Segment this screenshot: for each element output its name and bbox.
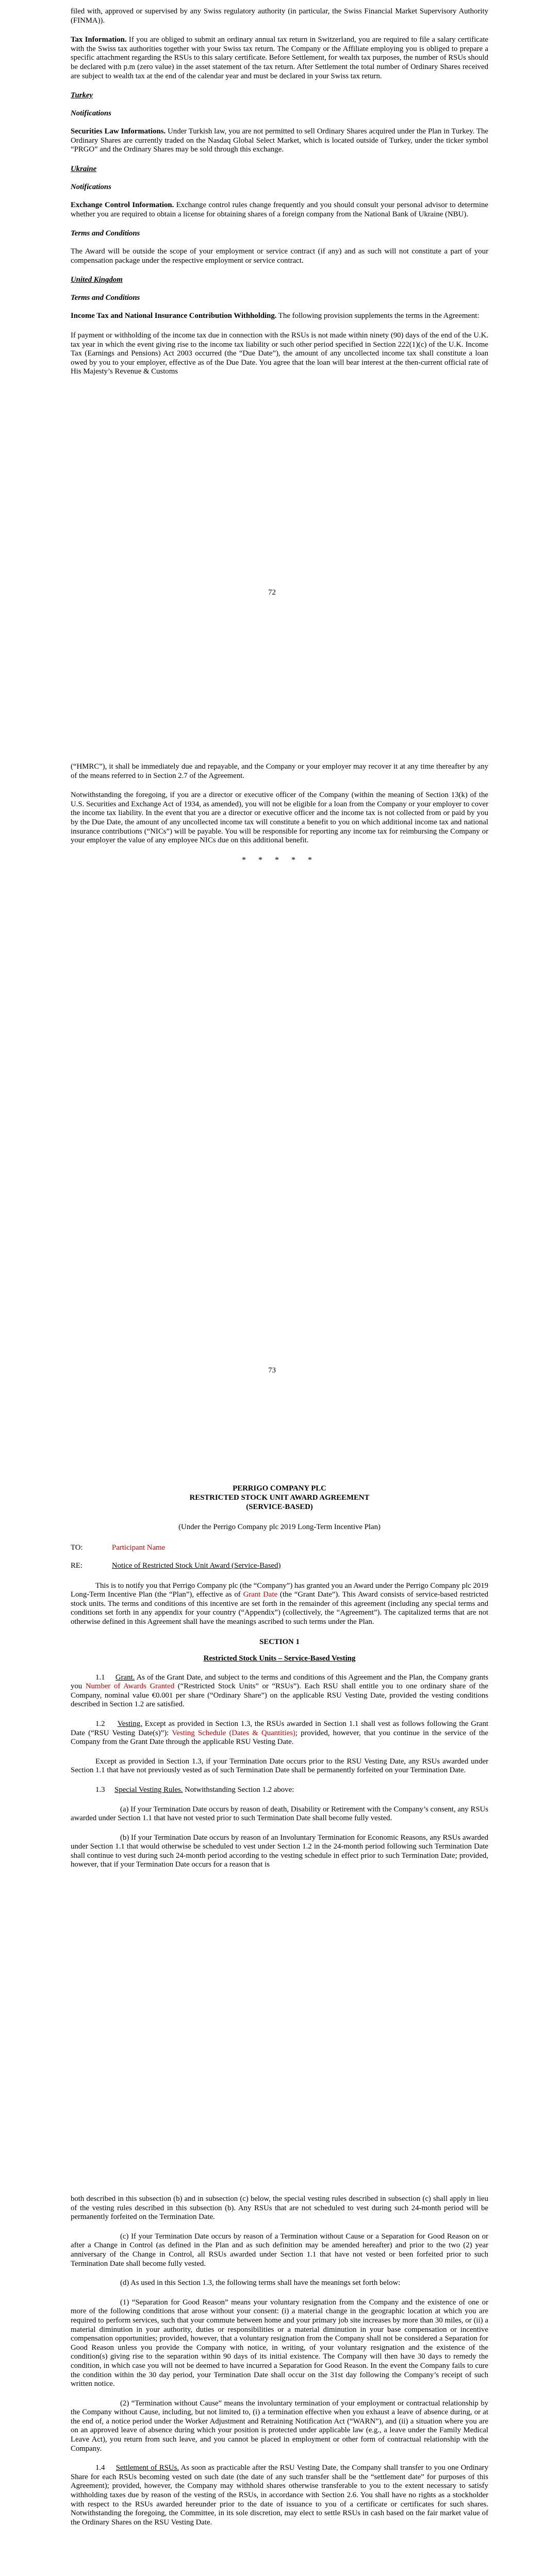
definition-separation-good-reason: (1) “Separation for Good Reason” means your voluntary resignation from the Company and the existence of one or more of the following conditions that arose without your consent: (i) a material change in the geographic location at which you are required to perform services, such that your commute between home and your primary job site increases by more than 30 miles, or (ii) a material diminution in your authority, duties or responsibilities or a material diminution in your base compensation or incentive compensation opportunities; provided, however, that a voluntary resignation from the Company shall not be considered a Separation for Good Reason unless you provide the Company with notice, in writing, of your voluntary resignation and the existence of the condition(s) giving rise to the separation within 90 days of its initial existence. The Company will then have 30 days to remedy the condition, in which case you will not be deemed to have incurred a Separation for Good Reason. In the event the Company fails to cure the condition within the 30 day period, your Termination Date shall occur on the 31st day following the Company’s receipt of such written notice.: [71, 2298, 488, 2388]
heading-notifications-ukraine: Notifications: [71, 182, 111, 191]
heading-terms-ukraine: Terms and Conditions: [71, 229, 140, 238]
section-1-3-label: Special Vesting Rules.: [114, 1785, 183, 1794]
income-tax-text: The following provision supplements the terms in the Agreement:: [276, 312, 480, 320]
page-73-body: [71, 762, 488, 875]
awards-granted-field: Number of Awards Granted: [85, 1682, 175, 1691]
exchange-control-label: Exchange Control Information.: [71, 200, 174, 209]
section-1-1-label: Grant.: [115, 1673, 135, 1682]
subsection-b: (b) If your Termination Date occurs by reason of an Involuntary Termination for Economic Reasons, any RSUs awarded under Section 1.1 that would otherwise be scheduled to vest under Section 1.2 in the 24-month period following such Termination Date shall continue to vest during such 24-month period according to the vesting schedule in effect prior to such Termination Date; provided, however, that if your Termination Date occurs for a reason that is: [71, 1833, 488, 1869]
section-1-title: Restricted Stock Units – Service-Based Vesting: [203, 1654, 356, 1663]
income-tax-paragraph: [71, 312, 488, 321]
section-1-2-text-b: ; provided, however, that you continue in the service of the Company from the Grant Date through the applicable RSU Vesting Date.: [71, 1728, 488, 1747]
grant-date-field: Grant Date: [243, 1590, 278, 1599]
agreement-title: RESTRICTED STOCK UNIT AWARD AGREEMENT: [189, 1494, 370, 1502]
section-1-4-number: 1.4: [95, 2464, 105, 2472]
to-row: [71, 1544, 488, 1552]
participant-name-field: Participant Name: [112, 1543, 166, 1552]
section-1-4-paragraph: [71, 2464, 488, 2527]
re-subject: Notice of Restricted Stock Unit Award (Service-Based): [112, 1561, 281, 1570]
heading-ukraine: Ukraine: [71, 164, 97, 173]
exchange-control-paragraph: [71, 201, 488, 219]
document-page-73: [0, 762, 544, 1473]
section-1-2-label: Vesting.: [117, 1719, 142, 1728]
subsection-c: (c) If your Termination Date occurs by reason of a Termination without Cause or a Separation for Good Reason on or after a Change in Control (as defined in the Plan and as such definition may be amended hereafter) and prior to the two (2) year anniversary of the Change in Control, all RSUs awarded under Section 1.1 that have not vested or been forfeited prior to such Termination Date shall become fully vested.: [71, 2232, 488, 2268]
page-72-body: [71, 7, 488, 387]
section-1-heading: SECTION 1: [259, 1637, 300, 1646]
re-row: [71, 1562, 488, 1570]
director-loan-paragraph: Notwithstanding the foregoing, if you are a director or executive officer of the Company (within the meaning of Section 13(k) of the U.S. Securities and Exchange Act of 1934, as amended), you will not be eligible for a loan from the Company or your employer to cover the income tax liability. In the event that you are a director or executive officer and the income tax is not collected from or paid by you by the Due Date, the amount of any uncollected income tax will constitute a benefit to you on which additional income tax and national insurance contributions (“NICs”) will be payable. You will be responsible for reporting any income tax for reimbursing the Company or your employer the value of any employee NICs due on this additional benefit.: [71, 791, 488, 845]
tax-information-label: Tax Information.: [71, 36, 127, 44]
securities-law-label: Securities Law Informations.: [71, 127, 166, 136]
tax-information-paragraph: [71, 36, 488, 81]
definition-termination-without-cause: (2) “Termination without Cause” means the involuntary termination of your employment or contractual relationship by the Company without Cause, including, but not limited to, (i) a termination effective when you exhaust a leave of absence during, or at the end of, a notice period under the Worker Adjustment and Retraining Notification Act (“WARN”), and (ii) a situation where you are on an approved leave of absence during which your position is protected under applicable law (e.g., a leave under the Family Medical Leave Act), you return from such leave, and you cannot be placed in employment or other form of contractual relationship with the Company.: [71, 2399, 488, 2453]
tax-information-text: If you are obliged to submit an ordinary annual tax return in Switzerland, you are required to file a salary certificate with the Swiss tax authorities together with your Swiss tax return. The Company or the Affiliate employing you is obliged to prepare a specific attachment regarding the RSUs to this salary certificate. Before Settlement, for wealth tax purposes, the number of RSUs should be declared with p.m (zero value) in the asset statement of the tax return. After Settlement the total number of Ordinary Shares received are subject to wealth tax at the end of the calendar year and must be declared in your Swiss tax return.: [71, 36, 488, 80]
page-number-73: 73: [268, 1366, 276, 1375]
exchange-control-text: Exchange control rules change frequently and you should consult your personal advisor to determine whether you are required to obtain a license for obtaining shares of a foreign company from the National Bank of Ukraine (NBU).: [71, 200, 488, 218]
page-number-72: 72: [268, 588, 276, 597]
notice-paragraph: [71, 1582, 488, 1627]
section-1-4-text: As soon as practicable after the RSU Vesting Date, the Company shall transfer to you one Ordinary Share for each RSUs becoming vested on such date (the date of any such transfer shall be the “settlement date” for purposes of this Agreement); provided, however, the Company may withhold shares otherwise transferable to you to the extent necessary to satisfy withholding taxes due by reason of the vesting of the RSUs, in accordance with Section 2.6. You shall have no rights as a stockholder with respect to the RSUs awarded hereunder prior to the date of issuance to you of a certificate or certificates for such shares. Notwithstanding the foregoing, the Committee, in its sole discretion, may elect to settle RSUs in cash based on the fair market value of the Ordinary Shares on the RSU Vesting Date.: [71, 2464, 488, 2527]
subsection-d: (d) As used in this Section 1.3, the following terms shall have the meanings set forth below:: [120, 2279, 401, 2287]
document-page-72: [0, 0, 544, 639]
securities-law-paragraph: [71, 127, 488, 155]
section-1-1-paragraph: [71, 1673, 488, 1709]
re-label: RE:: [71, 1561, 83, 1570]
section-1-1-text-b: (“Restricted Stock Units” or “RSUs”). Each RSU shall entitle you to one ordinary share of the Company, nominal value €0.001 per share (“Ordinary Share”) on the applicable RSU Vesting Date, provided the vesting conditions described in Section 1.2 are satisfied.: [71, 1682, 488, 1709]
forfeiture-paragraph: Except as provided in Section 1.3, if your Termination Date occurs prior to the RSU Vesting Date, any RSUs awarded under Section 1.1 that have not previously vested as of such Termination Date shall be permanently forfeited on your Termination Date.: [71, 1757, 488, 1775]
section-separator-stars: * * * * *: [242, 855, 317, 865]
section-1-2-text-a: Except as provided in Section 1.3, the RSUs awarded in Section 1.1 shall vest as follows following the Grant Date (“RSU Vesting Date(s)”):: [71, 1719, 488, 1737]
section-1-1-text-a: As of the Grant Date, and subject to the terms and conditions of this Agreement and the Plan, the Company grants you: [71, 1673, 489, 1691]
section-1-3-number: 1.3: [95, 1785, 105, 1794]
heading-turkey: Turkey: [71, 91, 93, 100]
subsection-b-continued: both described in this subsection (b) and in subsection (c) below, the special vesting rules described in subsection (c) shall apply in lieu of the vesting rules described in this subsection (b). Any RSUs that are not scheduled to vest during such 24-month period will be permanently forfeited on the Termination Date.: [71, 2195, 488, 2222]
vesting-schedule-field: Vesting Schedule (Dates & Quantities): [172, 1728, 295, 1737]
hmrc-paragraph: (“HMRC”), it shall be immediately due and repayable, and the Company or your employer may recover it at any time thereafter by any of the means referred to in Section 2.7 of the Agreement.: [71, 762, 488, 780]
plan-line: (Under the Perrigo Company plc 2019 Long-Term Incentive Plan): [178, 1523, 381, 1531]
agreement-subtitle: (SERVICE-BASED): [246, 1503, 313, 1511]
swiss-intro-paragraph: filed with, approved or supervised by any Swiss regulatory authority (in particular, the Swiss Financial Market Supervisory Authority (FINMA)).: [71, 7, 488, 25]
heading-united-kingdom: United Kingdom: [71, 276, 123, 284]
section-1-3-text: Notwithstanding Section 1.2 above:: [183, 1785, 294, 1794]
section-1-2-paragraph: [71, 1720, 488, 1747]
to-label: TO:: [71, 1543, 83, 1552]
securities-law-text: Under Turkish law, you are not permitted to sell Ordinary Shares acquired under the Plan in Turkey. The Ordinary Shares are currently traded on the Nasdaq Global Select Market, which is located outside of Turkey, under the ticker symbol “PRGO” and the Ordinary Shares may be sold through this exchange.: [71, 127, 488, 154]
subsection-a: (a) If your Termination Date occurs by reason of death, Disability or Retirement with the Company’s consent, any RSUs awarded under Section 1.1 that have not vested prior to such Termination Date shall become fully vested.: [71, 1805, 488, 1823]
heading-notifications-turkey: Notifications: [71, 109, 111, 118]
rsu-agreement-body: [71, 1484, 488, 1880]
payment-withholding-paragraph: If payment or withholding of the income tax due in connection with the RSUs is not made within ninety (90) days of the end of the U.K. tax year in which the event giving rise to the income tax liability or such other period specified in Section 222(1)(c) of the U.K. Income Tax (Earnings and Pensions) Act 2003 occurred (the “Due Date”), the amount of any uncollected income tax shall constitute a loan owed by you to your employer, effective as of the Due Date. You agree that the loan will bear interest at the then-current official rate of His Majesty’s Revenue & Customs: [71, 331, 488, 376]
section-1-2-number: 1.2: [95, 1719, 105, 1728]
notice-text-b: (the “Grant Date”). This Award consists of service-based restricted stock units. The terms and conditions of this incentive are set forth in the remainder of this agreement (including any special terms and conditions set forth in any appendix for your country (“Appendix”) (collectively, the “Agreement”). The capitalized terms that are not otherwise defined in this Agreement shall have the meanings ascribed to such terms under the Plan.: [71, 1590, 488, 1626]
heading-terms-uk: Terms and Conditions: [71, 294, 140, 302]
company-name: PERRIGO COMPANY PLC: [233, 1484, 326, 1493]
notice-text-a: This is to notify you that Perrigo Company plc (the “Company”) has granted you an Award under the Perrigo Company plc 2019 Long-Term Incentive Plan (the “Plan”), effective as of: [71, 1581, 488, 1599]
income-tax-label: Income Tax and National Insurance Contribution Withholding.: [71, 312, 277, 320]
section-1-3-paragraph: [71, 1786, 488, 1795]
section-1-4-label: Settlement of RSUs.: [116, 2464, 179, 2472]
document-page-2: [0, 1484, 544, 2576]
award-outside-paragraph: The Award will be outside the scope of your employment or service contract (if any) and as such will not constitute a part of your compensation package under the respective employment or service contract.: [71, 247, 488, 265]
rsu-agreement-continued: [71, 2195, 488, 2537]
section-1-1-number: 1.1: [95, 1673, 105, 1682]
